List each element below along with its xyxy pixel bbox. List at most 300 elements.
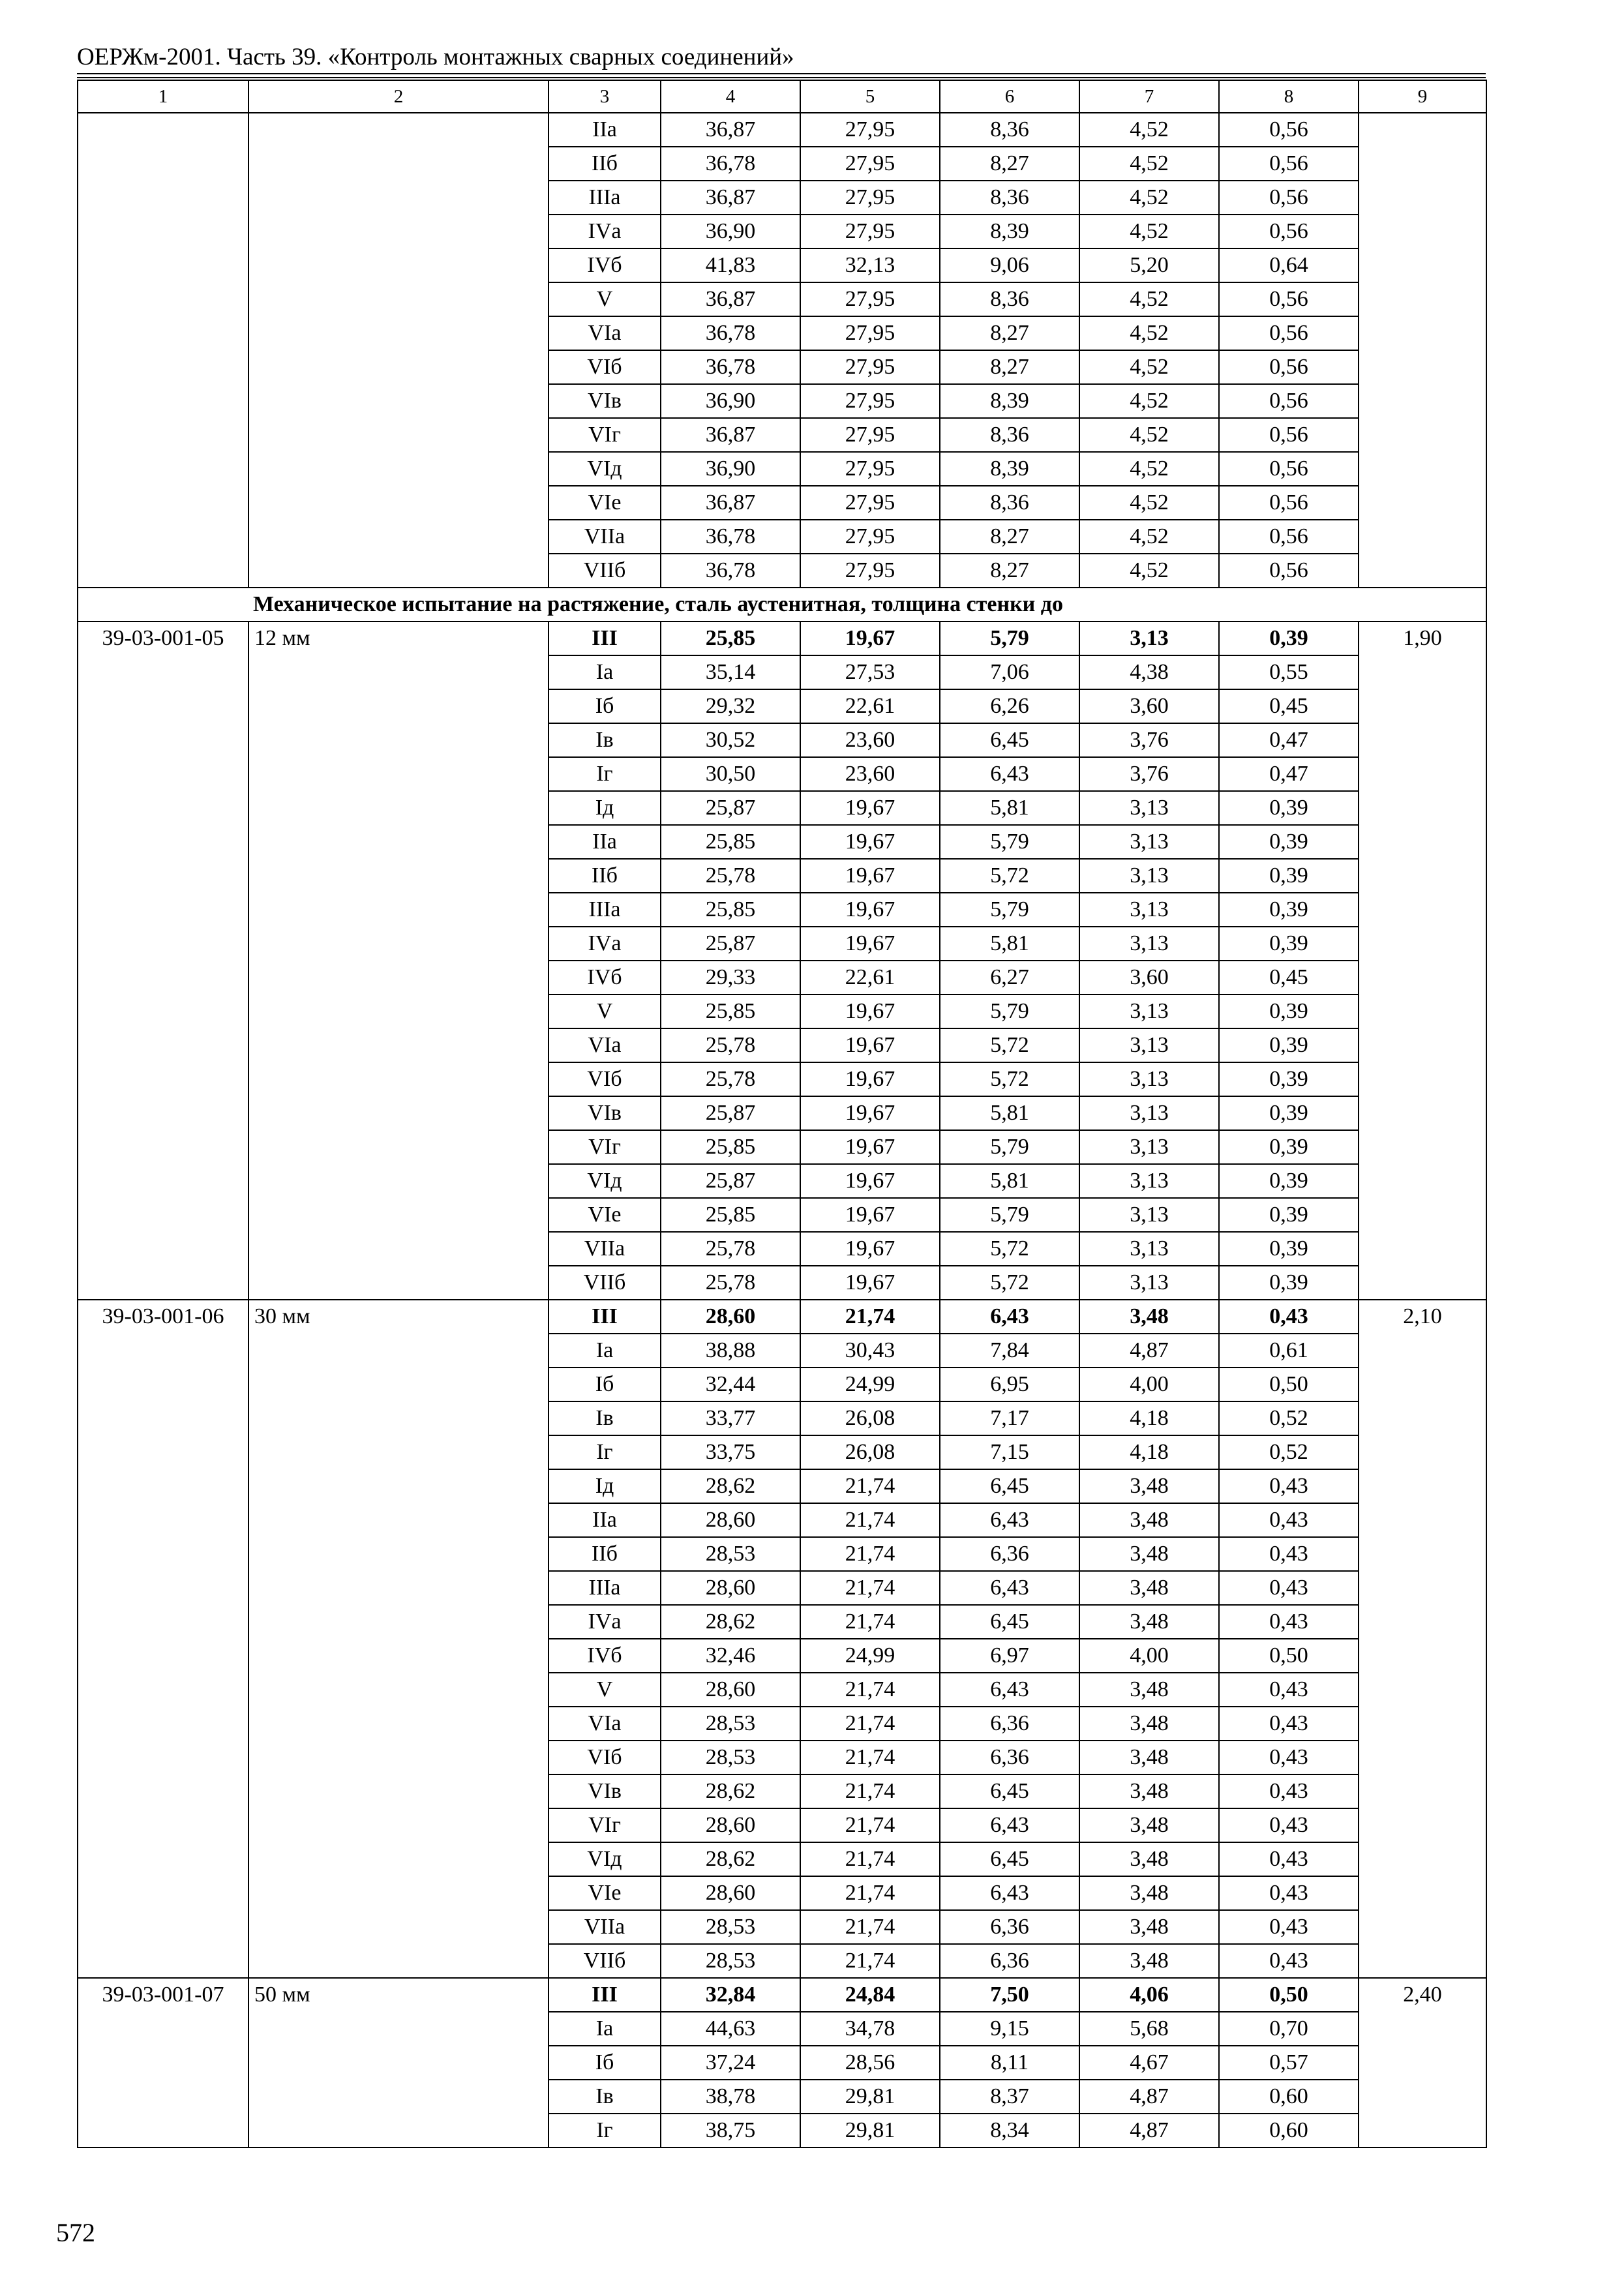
column-number: 5 — [800, 80, 940, 113]
rate-description-cell — [248, 113, 549, 588]
value-cell-c8: 0,39 — [1219, 1062, 1359, 1096]
value-cell-c8: 0,39 — [1219, 1028, 1359, 1062]
value-cell-c4: 28,53 — [661, 1741, 800, 1774]
value-cell-c7: 4,52 — [1079, 147, 1219, 181]
value-cell-c4: 25,85 — [661, 995, 800, 1028]
value-cell-c4: 28,60 — [661, 1876, 800, 1910]
value-cell-c4: 28,53 — [661, 1944, 800, 1978]
value-cell-c7: 4,52 — [1079, 350, 1219, 384]
value-cell-c6: 8,27 — [940, 316, 1079, 350]
value-cell-c4: 28,53 — [661, 1537, 800, 1571]
value-cell-c8: 0,43 — [1219, 1673, 1359, 1707]
value-cell-c7: 3,13 — [1079, 1232, 1219, 1266]
value-cell-c5: 27,95 — [800, 215, 940, 248]
value-cell-c7: 4,52 — [1079, 282, 1219, 316]
value-cell-c7: 3,60 — [1079, 689, 1219, 723]
value-cell-c5: 24,99 — [800, 1368, 940, 1401]
region-type-cell: IIб — [549, 859, 661, 893]
region-type-cell: VIг — [549, 1808, 661, 1842]
value-cell-c7: 3,60 — [1079, 961, 1219, 995]
value-cell-c7: 5,68 — [1079, 2012, 1219, 2046]
value-cell-c5: 21,74 — [800, 1707, 940, 1741]
region-type-cell: IIа — [549, 825, 661, 859]
region-type-cell: VIе — [549, 1876, 661, 1910]
region-type-cell: Iд — [549, 791, 661, 825]
column-number: 6 — [940, 80, 1079, 113]
value-cell-c6: 6,27 — [940, 961, 1079, 995]
column-number: 9 — [1359, 80, 1486, 113]
value-cell-c6: 5,72 — [940, 1232, 1079, 1266]
rate-description-cell: 50 мм — [248, 1978, 549, 2147]
value-cell-c8: 0,43 — [1219, 1808, 1359, 1842]
region-type-cell: VIб — [549, 1062, 661, 1096]
value-cell-c4: 28,62 — [661, 1605, 800, 1639]
value-cell-c7: 3,13 — [1079, 1096, 1219, 1130]
value-cell-c6: 5,79 — [940, 825, 1079, 859]
region-type-cell: IIа — [549, 1503, 661, 1537]
value-cell-c8: 0,61 — [1219, 1334, 1359, 1368]
value-cell-c7: 3,48 — [1079, 1537, 1219, 1571]
value-cell-c6: 6,36 — [940, 1944, 1079, 1978]
value-cell-c4: 25,87 — [661, 791, 800, 825]
column-9-cell: 2,40 — [1359, 1978, 1486, 2147]
value-cell-c4: 33,75 — [661, 1435, 800, 1469]
value-cell-c4: 29,33 — [661, 961, 800, 995]
value-cell-c6: 8,11 — [940, 2046, 1079, 2080]
value-cell-c7: 3,48 — [1079, 1910, 1219, 1944]
value-cell-c5: 21,74 — [800, 1537, 940, 1571]
value-cell-c6: 5,81 — [940, 1164, 1079, 1198]
value-cell-c6: 6,45 — [940, 1774, 1079, 1808]
value-cell-c7: 3,13 — [1079, 1062, 1219, 1096]
region-type-cell: Iа — [549, 655, 661, 689]
value-cell-c5: 21,74 — [800, 1944, 940, 1978]
value-cell-c6: 6,43 — [940, 757, 1079, 791]
region-type-cell: IVа — [549, 215, 661, 248]
column-number: 8 — [1219, 80, 1359, 113]
region-type-cell: VIа — [549, 1707, 661, 1741]
value-cell-c7: 5,20 — [1079, 248, 1219, 282]
value-cell-c8: 0,56 — [1219, 147, 1359, 181]
region-type-cell: IVб — [549, 248, 661, 282]
value-cell-c6: 6,43 — [940, 1673, 1079, 1707]
value-cell-c5: 21,74 — [800, 1605, 940, 1639]
rate-description-cell: 30 мм — [248, 1300, 549, 1978]
value-cell-c8: 0,43 — [1219, 1300, 1359, 1334]
value-cell-c5: 26,08 — [800, 1401, 940, 1435]
value-cell-c8: 0,39 — [1219, 1164, 1359, 1198]
region-type-cell: VIIб — [549, 554, 661, 588]
value-cell-c7: 4,87 — [1079, 2080, 1219, 2114]
value-cell-c8: 0,56 — [1219, 452, 1359, 486]
value-cell-c7: 4,00 — [1079, 1368, 1219, 1401]
value-cell-c5: 27,95 — [800, 147, 940, 181]
value-cell-c8: 0,43 — [1219, 1842, 1359, 1876]
value-cell-c5: 27,95 — [800, 418, 940, 452]
region-type-cell: V — [549, 995, 661, 1028]
value-cell-c7: 3,48 — [1079, 1571, 1219, 1605]
region-type-cell: IIа — [549, 113, 661, 147]
value-cell-c6: 6,45 — [940, 1842, 1079, 1876]
section-title: Механическое испытание на растяжение, сталь аустенитная, толщина стенки до — [78, 588, 1486, 621]
value-cell-c5: 19,67 — [800, 791, 940, 825]
value-cell-c6: 8,36 — [940, 181, 1079, 215]
value-cell-c5: 27,95 — [800, 384, 940, 418]
value-cell-c7: 4,52 — [1079, 554, 1219, 588]
region-type-cell: Iа — [549, 1334, 661, 1368]
value-cell-c7: 4,06 — [1079, 1978, 1219, 2012]
value-cell-c6: 5,72 — [940, 1028, 1079, 1062]
value-cell-c5: 21,74 — [800, 1842, 940, 1876]
value-cell-c6: 6,36 — [940, 1741, 1079, 1774]
value-cell-c4: 30,52 — [661, 723, 800, 757]
value-cell-c4: 28,53 — [661, 1707, 800, 1741]
value-cell-c5: 21,74 — [800, 1673, 940, 1707]
value-cell-c7: 4,52 — [1079, 486, 1219, 520]
value-cell-c8: 0,56 — [1219, 554, 1359, 588]
value-cell-c4: 36,90 — [661, 384, 800, 418]
value-cell-c4: 25,87 — [661, 1096, 800, 1130]
value-cell-c5: 21,74 — [800, 1910, 940, 1944]
value-cell-c4: 25,85 — [661, 1130, 800, 1164]
value-cell-c8: 0,39 — [1219, 1130, 1359, 1164]
value-cell-c7: 3,48 — [1079, 1741, 1219, 1774]
value-cell-c4: 25,78 — [661, 859, 800, 893]
region-type-cell: VIIб — [549, 1944, 661, 1978]
value-cell-c6: 6,36 — [940, 1537, 1079, 1571]
region-type-cell: Iг — [549, 757, 661, 791]
value-cell-c7: 4,52 — [1079, 418, 1219, 452]
column-number: 1 — [78, 80, 248, 113]
value-cell-c8: 0,43 — [1219, 1774, 1359, 1808]
region-type-cell: IVа — [549, 927, 661, 961]
value-cell-c4: 38,75 — [661, 2114, 800, 2147]
region-type-cell: IIб — [549, 147, 661, 181]
value-cell-c4: 28,60 — [661, 1808, 800, 1842]
value-cell-c8: 0,39 — [1219, 927, 1359, 961]
value-cell-c6: 5,79 — [940, 1130, 1079, 1164]
value-cell-c4: 28,60 — [661, 1571, 800, 1605]
value-cell-c5: 27,95 — [800, 282, 940, 316]
value-cell-c4: 25,85 — [661, 825, 800, 859]
value-cell-c6: 7,84 — [940, 1334, 1079, 1368]
value-cell-c7: 4,38 — [1079, 655, 1219, 689]
value-cell-c4: 44,63 — [661, 2012, 800, 2046]
value-cell-c6: 8,36 — [940, 113, 1079, 147]
column-number: 7 — [1079, 80, 1219, 113]
value-cell-c7: 3,13 — [1079, 1198, 1219, 1232]
value-cell-c6: 5,72 — [940, 1062, 1079, 1096]
region-type-cell: IVб — [549, 961, 661, 995]
value-cell-c4: 36,78 — [661, 316, 800, 350]
value-cell-c6: 9,15 — [940, 2012, 1079, 2046]
value-cell-c5: 27,95 — [800, 486, 940, 520]
value-cell-c7: 4,52 — [1079, 384, 1219, 418]
value-cell-c7: 3,48 — [1079, 1707, 1219, 1741]
value-cell-c4: 28,60 — [661, 1673, 800, 1707]
value-cell-c6: 8,27 — [940, 520, 1079, 554]
value-cell-c5: 27,95 — [800, 520, 940, 554]
value-cell-c8: 0,43 — [1219, 1503, 1359, 1537]
value-cell-c8: 0,56 — [1219, 181, 1359, 215]
value-cell-c5: 26,08 — [800, 1435, 940, 1469]
value-cell-c8: 0,43 — [1219, 1741, 1359, 1774]
value-cell-c6: 8,39 — [940, 384, 1079, 418]
value-cell-c5: 21,74 — [800, 1469, 940, 1503]
value-cell-c6: 8,36 — [940, 418, 1079, 452]
value-cell-c5: 19,67 — [800, 825, 940, 859]
value-cell-c5: 27,95 — [800, 452, 940, 486]
region-type-cell: VIг — [549, 418, 661, 452]
value-cell-c5: 27,53 — [800, 655, 940, 689]
value-cell-c7: 4,52 — [1079, 113, 1219, 147]
value-cell-c4: 35,14 — [661, 655, 800, 689]
value-cell-c5: 30,43 — [800, 1334, 940, 1368]
region-type-cell: III — [549, 1978, 661, 2012]
value-cell-c8: 0,39 — [1219, 1096, 1359, 1130]
value-cell-c6: 8,39 — [940, 452, 1079, 486]
value-cell-c6: 6,45 — [940, 1469, 1079, 1503]
value-cell-c4: 36,87 — [661, 486, 800, 520]
region-type-cell: Iб — [549, 1368, 661, 1401]
value-cell-c6: 8,34 — [940, 2114, 1079, 2147]
region-type-cell: VIе — [549, 1198, 661, 1232]
value-cell-c5: 19,67 — [800, 893, 940, 927]
value-cell-c8: 0,43 — [1219, 1944, 1359, 1978]
norms-table — [77, 80, 1487, 2148]
value-cell-c8: 0,47 — [1219, 723, 1359, 757]
region-type-cell: VIв — [549, 1774, 661, 1808]
rate-code-cell: 39-03-001-06 — [78, 1300, 248, 1978]
value-cell-c7: 3,48 — [1079, 1944, 1219, 1978]
value-cell-c5: 19,67 — [800, 621, 940, 655]
column-number: 2 — [248, 80, 549, 113]
value-cell-c4: 36,87 — [661, 113, 800, 147]
value-cell-c6: 6,43 — [940, 1300, 1079, 1334]
value-cell-c7: 3,13 — [1079, 1266, 1219, 1300]
value-cell-c8: 0,39 — [1219, 1198, 1359, 1232]
value-cell-c6: 7,17 — [940, 1401, 1079, 1435]
value-cell-c5: 21,74 — [800, 1571, 940, 1605]
value-cell-c4: 32,84 — [661, 1978, 800, 2012]
value-cell-c7: 4,67 — [1079, 2046, 1219, 2080]
region-type-cell: VIIа — [549, 520, 661, 554]
value-cell-c5: 19,67 — [800, 1164, 940, 1198]
value-cell-c8: 0,43 — [1219, 1571, 1359, 1605]
value-cell-c6: 6,43 — [940, 1808, 1079, 1842]
value-cell-c6: 5,81 — [940, 791, 1079, 825]
value-cell-c4: 36,78 — [661, 554, 800, 588]
value-cell-c5: 19,67 — [800, 927, 940, 961]
value-cell-c8: 0,39 — [1219, 893, 1359, 927]
value-cell-c6: 6,95 — [940, 1368, 1079, 1401]
value-cell-c5: 24,99 — [800, 1639, 940, 1673]
region-type-cell: VIв — [549, 1096, 661, 1130]
value-cell-c6: 5,72 — [940, 859, 1079, 893]
region-type-cell: Iа — [549, 2012, 661, 2046]
value-cell-c8: 0,56 — [1219, 384, 1359, 418]
region-type-cell: III — [549, 621, 661, 655]
value-cell-c7: 4,87 — [1079, 2114, 1219, 2147]
value-cell-c5: 19,67 — [800, 1130, 940, 1164]
value-cell-c4: 36,87 — [661, 181, 800, 215]
value-cell-c6: 5,72 — [940, 1266, 1079, 1300]
value-cell-c7: 3,48 — [1079, 1842, 1219, 1876]
value-cell-c8: 0,57 — [1219, 2046, 1359, 2080]
value-cell-c4: 36,78 — [661, 350, 800, 384]
value-cell-c8: 0,43 — [1219, 1910, 1359, 1944]
value-cell-c5: 21,74 — [800, 1774, 940, 1808]
value-cell-c8: 0,52 — [1219, 1435, 1359, 1469]
value-cell-c5: 34,78 — [800, 2012, 940, 2046]
value-cell-c4: 25,87 — [661, 927, 800, 961]
value-cell-c4: 25,78 — [661, 1062, 800, 1096]
value-cell-c7: 3,48 — [1079, 1876, 1219, 1910]
value-cell-c7: 3,13 — [1079, 927, 1219, 961]
value-cell-c4: 36,87 — [661, 282, 800, 316]
value-cell-c7: 4,52 — [1079, 520, 1219, 554]
value-cell-c7: 4,52 — [1079, 452, 1219, 486]
value-cell-c5: 19,67 — [800, 1198, 940, 1232]
value-cell-c4: 28,62 — [661, 1842, 800, 1876]
value-cell-c7: 4,00 — [1079, 1639, 1219, 1673]
value-cell-c8: 0,56 — [1219, 316, 1359, 350]
region-type-cell: VIб — [549, 350, 661, 384]
value-cell-c8: 0,43 — [1219, 1469, 1359, 1503]
rate-description-cell: 12 мм — [248, 621, 549, 1300]
value-cell-c6: 8,36 — [940, 486, 1079, 520]
section-title-row — [78, 588, 1486, 621]
value-cell-c4: 32,44 — [661, 1368, 800, 1401]
value-cell-c8: 0,50 — [1219, 1978, 1359, 2012]
value-cell-c5: 27,95 — [800, 316, 940, 350]
table-row — [78, 1300, 1486, 1334]
page-header-title: ОЕРЖм-2001. Часть 39. «Контроль монтажных сварных соединений» — [77, 44, 794, 70]
value-cell-c5: 21,74 — [800, 1741, 940, 1774]
region-type-cell: Iг — [549, 1435, 661, 1469]
value-cell-c7: 3,13 — [1079, 621, 1219, 655]
value-cell-c5: 22,61 — [800, 961, 940, 995]
region-type-cell: VIIа — [549, 1910, 661, 1944]
value-cell-c7: 4,87 — [1079, 1334, 1219, 1368]
norms-table-body — [78, 80, 1486, 2147]
value-cell-c7: 3,13 — [1079, 1028, 1219, 1062]
value-cell-c7: 4,52 — [1079, 215, 1219, 248]
value-cell-c7: 3,48 — [1079, 1300, 1219, 1334]
value-cell-c6: 6,36 — [940, 1707, 1079, 1741]
region-type-cell: Iв — [549, 2080, 661, 2114]
value-cell-c7: 3,76 — [1079, 723, 1219, 757]
value-cell-c6: 5,79 — [940, 893, 1079, 927]
value-cell-c8: 0,64 — [1219, 248, 1359, 282]
value-cell-c4: 36,90 — [661, 215, 800, 248]
value-cell-c4: 36,90 — [661, 452, 800, 486]
table-row — [78, 621, 1486, 655]
value-cell-c8: 0,45 — [1219, 689, 1359, 723]
value-cell-c5: 21,74 — [800, 1876, 940, 1910]
value-cell-c6: 8,39 — [940, 215, 1079, 248]
region-type-cell: VIа — [549, 1028, 661, 1062]
value-cell-c6: 5,81 — [940, 1096, 1079, 1130]
value-cell-c6: 6,43 — [940, 1571, 1079, 1605]
value-cell-c8: 0,56 — [1219, 520, 1359, 554]
region-type-cell: III — [549, 1300, 661, 1334]
value-cell-c4: 29,32 — [661, 689, 800, 723]
column-number: 3 — [549, 80, 661, 113]
value-cell-c8: 0,43 — [1219, 1707, 1359, 1741]
value-cell-c7: 4,18 — [1079, 1435, 1219, 1469]
value-cell-c4: 28,62 — [661, 1469, 800, 1503]
region-type-cell: Iб — [549, 689, 661, 723]
value-cell-c8: 0,47 — [1219, 757, 1359, 791]
value-cell-c6: 8,27 — [940, 350, 1079, 384]
value-cell-c8: 0,39 — [1219, 995, 1359, 1028]
region-type-cell: IIIа — [549, 893, 661, 927]
value-cell-c7: 3,13 — [1079, 893, 1219, 927]
value-cell-c4: 28,53 — [661, 1910, 800, 1944]
value-cell-c4: 41,83 — [661, 248, 800, 282]
region-type-cell: IVб — [549, 1639, 661, 1673]
value-cell-c6: 7,06 — [940, 655, 1079, 689]
value-cell-c4: 36,78 — [661, 147, 800, 181]
value-cell-c6: 7,15 — [940, 1435, 1079, 1469]
value-cell-c8: 0,60 — [1219, 2114, 1359, 2147]
value-cell-c7: 4,18 — [1079, 1401, 1219, 1435]
value-cell-c6: 6,26 — [940, 689, 1079, 723]
value-cell-c8: 0,56 — [1219, 215, 1359, 248]
value-cell-c4: 33,77 — [661, 1401, 800, 1435]
value-cell-c4: 28,60 — [661, 1503, 800, 1537]
header-rule — [77, 73, 1486, 74]
value-cell-c4: 28,60 — [661, 1300, 800, 1334]
column-number-row — [78, 80, 1486, 113]
value-cell-c6: 8,27 — [940, 554, 1079, 588]
value-cell-c8: 0,43 — [1219, 1876, 1359, 1910]
region-type-cell: IVа — [549, 1605, 661, 1639]
value-cell-c8: 0,52 — [1219, 1401, 1359, 1435]
region-type-cell: VIIа — [549, 1232, 661, 1266]
rate-code-cell — [78, 113, 248, 588]
value-cell-c7: 3,13 — [1079, 859, 1219, 893]
value-cell-c8: 0,39 — [1219, 621, 1359, 655]
region-type-cell: Iд — [549, 1469, 661, 1503]
value-cell-c8: 0,39 — [1219, 859, 1359, 893]
column-9-cell — [1359, 113, 1486, 588]
value-cell-c5: 21,74 — [800, 1808, 940, 1842]
region-type-cell: VIе — [549, 486, 661, 520]
value-cell-c4: 38,88 — [661, 1334, 800, 1368]
value-cell-c7: 3,13 — [1079, 791, 1219, 825]
rate-code-cell: 39-03-001-05 — [78, 621, 248, 1300]
value-cell-c5: 19,67 — [800, 1096, 940, 1130]
region-type-cell: VIа — [549, 316, 661, 350]
value-cell-c6: 7,50 — [940, 1978, 1079, 2012]
value-cell-c5: 29,81 — [800, 2080, 940, 2114]
value-cell-c5: 19,67 — [800, 1232, 940, 1266]
table-row — [78, 1978, 1486, 2012]
value-cell-c5: 21,74 — [800, 1503, 940, 1537]
value-cell-c8: 0,56 — [1219, 350, 1359, 384]
value-cell-c5: 27,95 — [800, 554, 940, 588]
page-number: 572 — [56, 2218, 95, 2247]
value-cell-c5: 27,95 — [800, 113, 940, 147]
region-type-cell: IIб — [549, 1537, 661, 1571]
region-type-cell: VIIб — [549, 1266, 661, 1300]
region-type-cell: VIг — [549, 1130, 661, 1164]
value-cell-c8: 0,56 — [1219, 282, 1359, 316]
header-rule-double — [77, 77, 1486, 78]
value-cell-c7: 3,13 — [1079, 1164, 1219, 1198]
